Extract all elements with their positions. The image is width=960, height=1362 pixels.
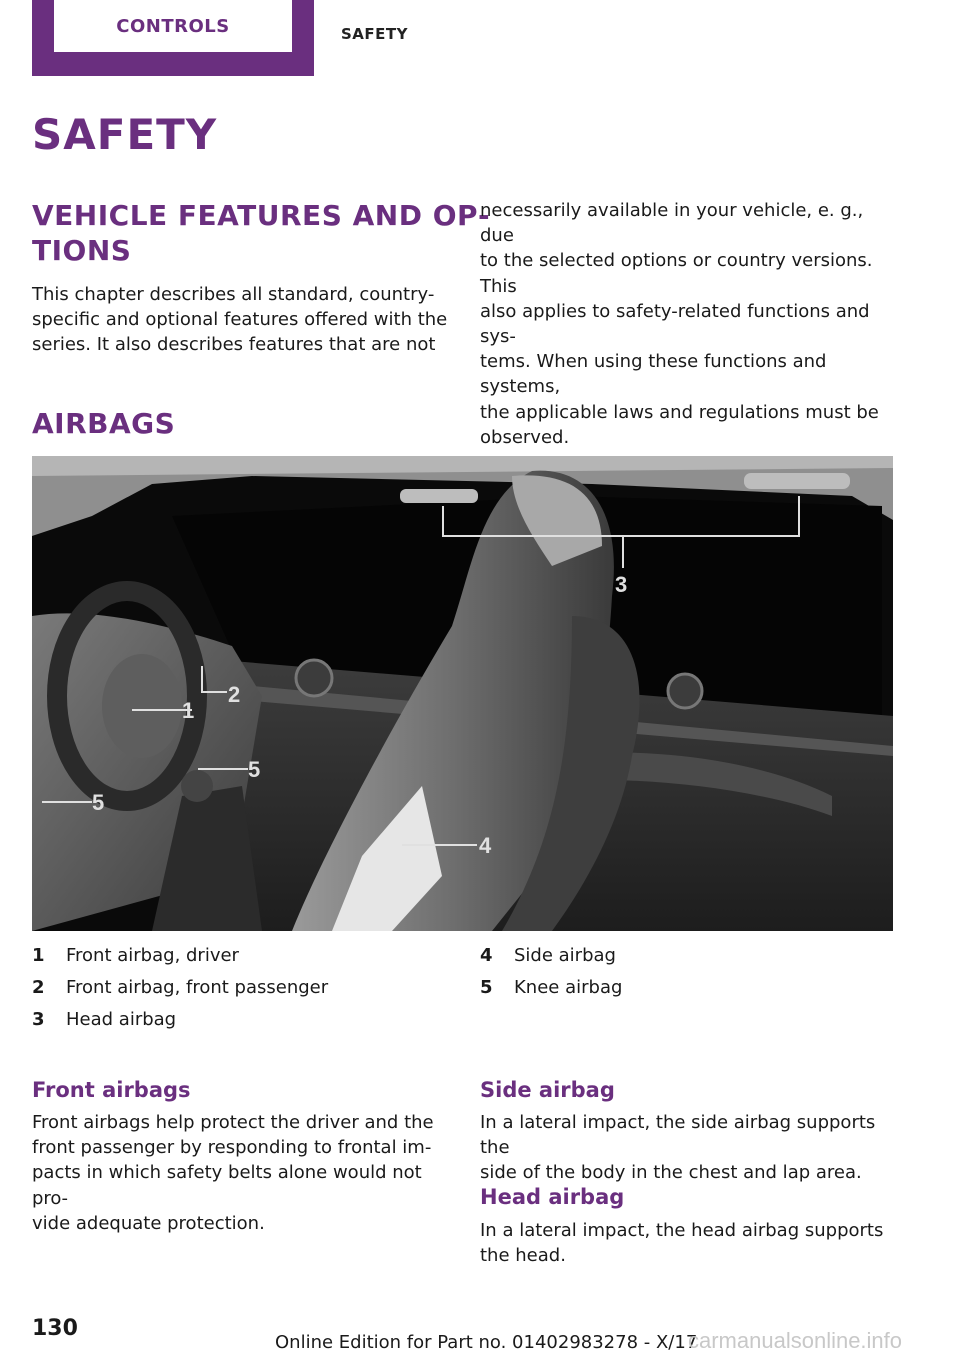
text-line: the applicable laws and regulations must be [480,401,879,423]
legend-label: Head airbag [66,1009,177,1030]
text-line: side of the body in the chest and lap area. [480,1162,862,1184]
callout-5-passenger: 5 [248,757,261,782]
text-line: series. It also describes features that are not [32,334,436,356]
page-title: SAFETY [32,110,218,159]
legend-number: 2 [32,977,45,998]
vehicle-features-text-right [480,198,900,450]
tab-safety[interactable]: SAFETY [341,25,408,43]
text-line: vide adequate protection. [32,1212,265,1234]
text-line: tems. When using these functions and systems, [480,351,827,398]
callout-1: 1 [182,698,195,723]
legend-item [32,1004,462,1036]
heading-line: TIONS [32,234,132,267]
text-line: observed. [480,426,570,448]
head-airbag-heading: Head airbag [480,1185,625,1209]
car-interior-drawing [32,456,893,931]
legend-label: Side airbag [514,945,616,966]
callout-5-driver: 5 [92,790,105,815]
callout-4: 4 [479,833,492,858]
vehicle-features-text-left [32,282,452,358]
legend-number: 3 [32,1009,45,1030]
text-line: necessarily available in your vehicle, e. g., due [480,200,864,247]
front-airbags-text [32,1110,462,1236]
legend-label: Front airbag, driver [66,945,239,966]
footer-edition: Online Edition for Part no. 01402983278 - X/17 [275,1332,698,1353]
section-heading-vehicle-features [32,198,490,268]
tab-controls[interactable] [32,0,314,76]
text-line: also applies to safety-related functions and sys‐ [480,300,870,348]
legend-item [32,940,462,972]
side-airbag-text [480,1110,910,1186]
legend-number: 5 [480,977,493,998]
watermark: carmanualsonline.info [688,1328,903,1353]
front-airbags-heading: Front airbags [32,1078,191,1102]
text-line: front passenger by responding to frontal im‐ [32,1137,432,1159]
text-line: Front airbags help protect the driver and the [32,1112,434,1133]
text-line: This chapter describes all standard, country- [32,284,435,305]
legend-number: 1 [32,945,45,966]
callout-3: 3 [615,572,628,597]
heading-line: VEHICLE FEATURES AND OP‐ [32,199,491,232]
page-number: 130 [32,1316,78,1341]
legend-item [480,940,900,972]
legend-label: Knee airbag [514,977,623,998]
legend-left [32,940,462,1036]
text-line: the head. [480,1245,566,1267]
callout-2: 2 [228,682,241,707]
side-airbag-heading: Side airbag [480,1078,615,1102]
text-line: to the selected options or country versions. This [480,250,873,297]
text-line: In a lateral impact, the side airbag supports the [480,1112,876,1159]
section-heading-airbags: AIRBAGS [32,407,176,440]
legend-number: 4 [480,945,493,966]
text-line: In a lateral impact, the head airbag supports [480,1220,884,1241]
head-airbag-text [480,1218,910,1268]
legend-right [480,940,900,1004]
legend-label: Front airbag, front passenger [66,977,329,998]
legend-item [32,972,462,1004]
text-line: pacts in which safety belts alone would not pro‐ [32,1162,422,1209]
legend-item [480,972,900,1004]
text-line: specific and optional features offered with the [32,309,448,331]
airbag-illustration [32,456,893,931]
tab-controls-label: CONTROLS [54,0,292,52]
